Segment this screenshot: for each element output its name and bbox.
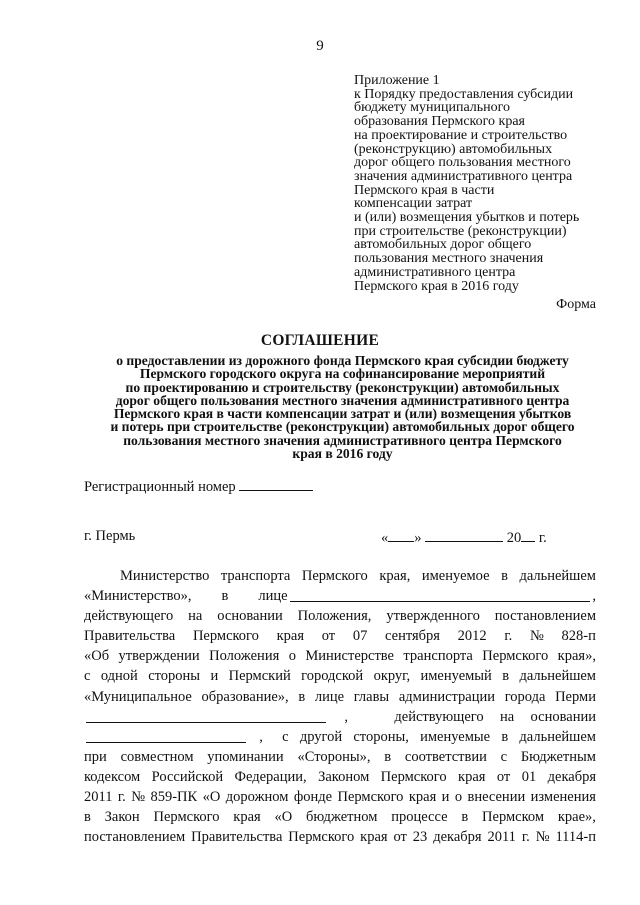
word: в	[221, 588, 229, 605]
appendix-line: дорог общего пользования местного	[354, 155, 571, 171]
word: «Министерство»,	[84, 588, 192, 605]
word: бюджетном	[306, 809, 378, 826]
appendix-line: Пермского края в 2016 году	[354, 278, 519, 294]
word: Пермский	[228, 668, 291, 685]
word: Пермского	[153, 809, 220, 826]
registration-number-blank[interactable]	[239, 477, 313, 491]
word: Российской	[151, 768, 224, 785]
word: города	[504, 688, 546, 705]
word: основании	[217, 608, 283, 625]
body-line	[84, 747, 596, 767]
word: №	[535, 829, 550, 846]
body-line	[84, 827, 596, 847]
date-open-quote: «	[381, 530, 389, 546]
year-prefix: 20	[506, 530, 522, 546]
word: постановлением	[84, 829, 186, 846]
appendix-line: пользования местного значения	[354, 251, 544, 267]
word: дальнейшем	[519, 668, 596, 685]
word: 1114-п	[555, 829, 596, 846]
word: лице	[314, 688, 345, 705]
word: Правительства	[191, 829, 283, 846]
word: декабря	[547, 768, 596, 785]
word: дорожном	[225, 789, 289, 806]
word: в	[501, 568, 508, 584]
word: одной	[100, 668, 138, 685]
word: с	[282, 728, 289, 745]
word: стороны,	[353, 728, 409, 745]
page-number: 9	[316, 38, 324, 54]
word: о	[454, 789, 463, 806]
word: ,	[259, 728, 263, 745]
body-line	[84, 666, 596, 686]
form-label: Форма	[556, 297, 596, 312]
word: от	[496, 768, 511, 785]
word: края	[408, 789, 437, 806]
word: сентября	[385, 628, 440, 645]
appendix-line: образования Пермского края	[354, 114, 525, 130]
word: «Муниципальное	[84, 688, 192, 705]
body-line	[84, 626, 596, 646]
word: Пермского	[482, 648, 549, 665]
word: края»,	[557, 648, 596, 665]
word: на	[499, 708, 515, 725]
word: края	[233, 809, 261, 826]
word: дальнейшем	[519, 568, 596, 584]
word: процессе	[391, 809, 448, 826]
word: Министерство	[120, 568, 210, 584]
word: Федерации,	[234, 768, 307, 785]
word: упоминании	[207, 748, 284, 765]
word: 828-п	[561, 628, 596, 645]
word: основании	[530, 708, 596, 725]
body-line	[84, 727, 596, 747]
word: «О	[202, 789, 221, 806]
word: 23	[412, 829, 428, 846]
word: Бюджетным	[520, 748, 596, 765]
word: городской	[301, 668, 364, 685]
word: Правительства	[84, 628, 176, 645]
word: Пермского	[301, 568, 368, 584]
word: 01	[521, 768, 537, 785]
year-blank[interactable]	[521, 528, 535, 542]
word: постановлением	[494, 608, 596, 625]
subtitle-line: о предоставлении из дорожного фонда Пермского края субсидии бюджету	[116, 353, 569, 368]
word: дальнейшем	[519, 728, 596, 745]
word: 2012	[457, 628, 487, 645]
word: стороны	[148, 668, 201, 685]
date-row	[381, 528, 547, 547]
word: «О	[274, 809, 293, 826]
day-blank[interactable]	[388, 528, 414, 542]
appendix-line: на проектирование и строительство	[354, 127, 568, 143]
word: с	[500, 748, 508, 765]
word: Пермского	[380, 768, 447, 785]
word: кодексом	[84, 768, 141, 785]
document-subtitle	[70, 354, 615, 460]
body-line	[84, 707, 596, 727]
word: №	[530, 628, 544, 645]
word: Положения,	[297, 608, 372, 625]
word: именуемые	[420, 728, 491, 745]
minister-name-blank[interactable]	[290, 586, 591, 602]
word: «Стороны»,	[297, 748, 371, 765]
word: в	[298, 688, 306, 705]
word: №	[131, 789, 146, 806]
word: действующего	[84, 608, 174, 625]
body-line	[84, 687, 596, 707]
appendix-line: (реконструкцию) автомобильных	[354, 141, 553, 157]
word: транспорта	[403, 648, 473, 665]
basis-document-blank[interactable]	[86, 727, 246, 743]
appendix-line: при строительстве (реконструкции)	[354, 223, 567, 239]
word: Министерстве	[305, 648, 394, 665]
word: совместном	[120, 748, 194, 765]
city: г. Пермь	[84, 528, 136, 544]
word: края	[276, 628, 305, 645]
word: администрации	[398, 688, 496, 705]
month-blank[interactable]	[425, 528, 503, 542]
appendix-line: автомобильных дорог общего	[354, 237, 532, 253]
mayor-name-blank[interactable]	[86, 707, 326, 723]
word: фонде	[293, 789, 333, 806]
word: округ,	[373, 668, 411, 685]
word: транспорта	[220, 568, 291, 584]
word: в	[501, 728, 509, 745]
body-line	[84, 787, 596, 807]
word: ,	[344, 708, 348, 725]
word: края	[458, 768, 486, 785]
word: Положения	[209, 648, 280, 665]
appendix-line: компенсации затрат	[354, 196, 473, 212]
word: 2011	[84, 789, 113, 806]
appendix-line: Приложение 1	[354, 73, 440, 88]
word: крае»,	[557, 809, 596, 826]
word: края	[360, 829, 388, 846]
appendix-line: и (или) возмещения убытков и потерь	[354, 210, 580, 226]
word: и	[441, 789, 450, 806]
word: другой	[299, 728, 343, 745]
word: ,	[592, 588, 596, 605]
word: утверждении	[118, 648, 200, 665]
body-line	[84, 767, 596, 787]
date-close-quote: »	[414, 530, 422, 546]
appendix-line: административного центра	[354, 264, 516, 280]
word: Закон	[104, 809, 140, 826]
word: при	[84, 748, 107, 765]
registration-number-row	[84, 477, 313, 496]
word: края,	[379, 568, 411, 584]
word: г.	[117, 789, 126, 806]
appendix-header	[354, 74, 624, 293]
word: изменения	[530, 789, 596, 806]
word: Пермского	[288, 829, 355, 846]
word: от	[393, 829, 407, 846]
body-line	[84, 586, 596, 606]
word: Пермского	[192, 628, 259, 645]
body-line	[84, 606, 596, 626]
appendix-line: Пермского края в части	[354, 182, 495, 198]
word: 07	[352, 628, 368, 645]
subtitle-line: Пермского городского округа на софинансирование мероприятий	[139, 366, 546, 382]
word: лице	[258, 588, 288, 605]
subtitle-line: дорог общего пользования местного значения административного центра	[115, 392, 570, 408]
word: от	[321, 628, 336, 645]
subtitle-line: Пермского края в части компенсации затрат и (или) возмещения убытков	[113, 406, 572, 422]
word: 2011	[487, 829, 516, 846]
word: соответствии	[404, 748, 487, 765]
word: в	[84, 809, 91, 826]
word: в	[384, 748, 392, 765]
subtitle-line: пользования местного значения административного центра Пермского	[123, 432, 562, 448]
registration-label: Регистрационный номер	[84, 479, 236, 495]
word: образование»,	[201, 688, 289, 705]
year-suffix: г.	[538, 530, 547, 546]
subtitle-line: края в 2016 году	[292, 446, 393, 462]
word: Пермского	[337, 789, 404, 806]
word: о	[288, 648, 296, 665]
document-title: СОГЛАШЕНИЕ	[260, 332, 380, 349]
word: 859-ПК	[150, 789, 198, 806]
appendix-line: бюджету муниципального	[354, 100, 511, 116]
word: внесении	[467, 789, 526, 806]
subtitle-line: и потерь при строительстве (реконструкции) автомобильных дорог общего	[110, 419, 575, 435]
word: «Об	[84, 648, 110, 665]
word: с	[84, 668, 91, 685]
subtitle-line: по проектированию и строительству (реконструкции) автомобильных	[125, 379, 560, 395]
word: и	[210, 668, 219, 685]
word: именуемый	[420, 668, 492, 685]
word: Законом	[318, 768, 370, 785]
word: декабря	[433, 829, 482, 846]
appendix-line: значения административного центра	[354, 168, 573, 184]
word: в	[502, 668, 510, 685]
word: г.	[521, 829, 530, 846]
agreement-preamble	[84, 566, 596, 847]
word: утвержденного	[386, 608, 480, 625]
word: действующего	[394, 708, 484, 725]
word: именуемое	[421, 568, 490, 584]
body-line	[84, 566, 596, 586]
appendix-line: к Порядку предоставления субсидии	[354, 86, 574, 102]
body-line	[84, 646, 596, 666]
word: Пермском	[482, 809, 545, 826]
word: г.	[504, 628, 513, 645]
word: в	[461, 809, 469, 826]
body-line	[84, 807, 596, 827]
word: Перми	[555, 688, 596, 705]
word: на	[188, 608, 203, 625]
word: главы	[353, 688, 390, 705]
